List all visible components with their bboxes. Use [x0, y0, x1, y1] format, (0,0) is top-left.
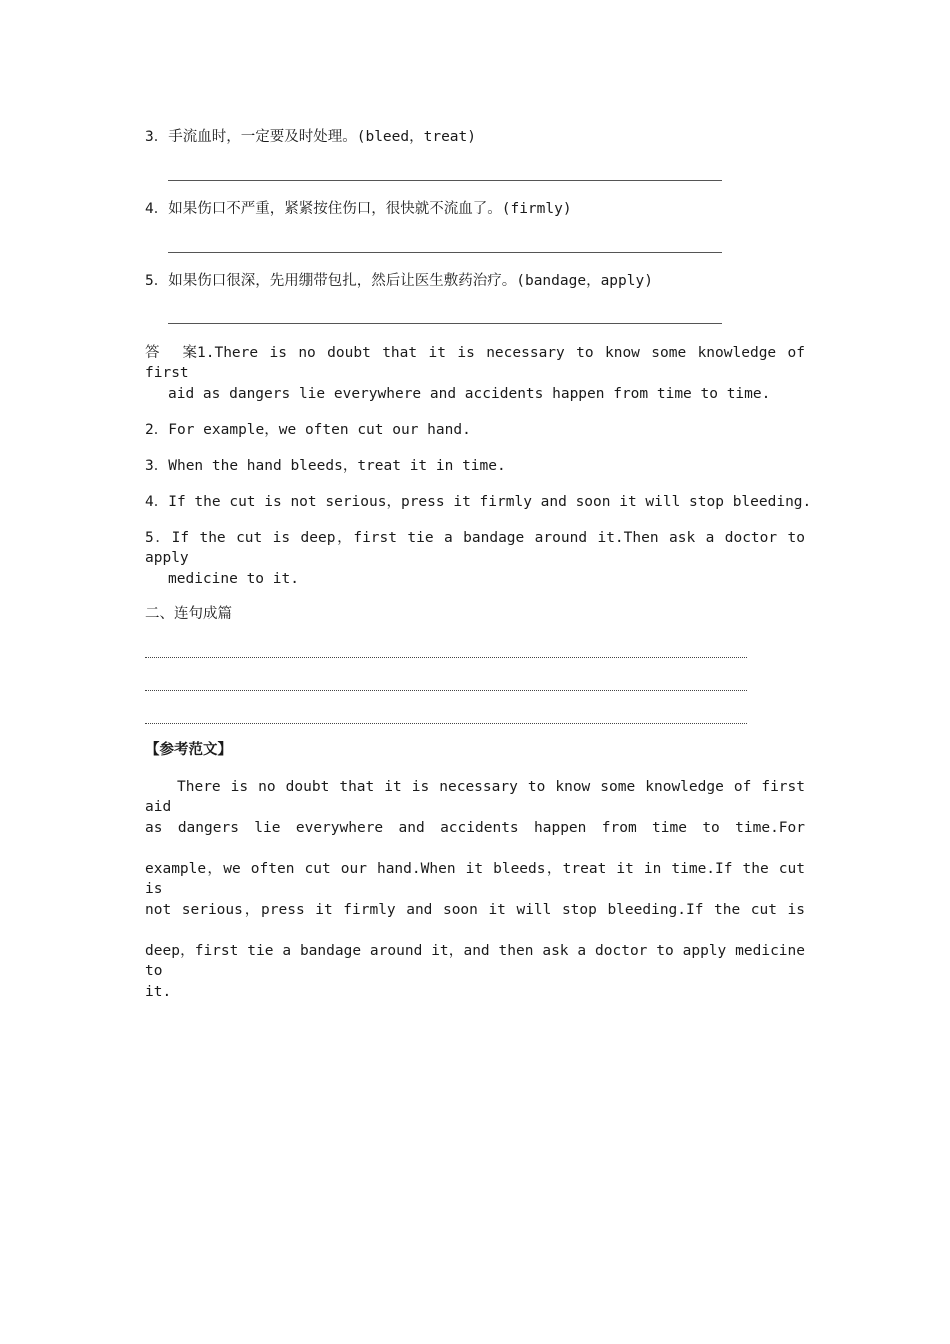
- answer-blank-5[interactable]: [168, 323, 722, 324]
- sample-line-5: deep，first tie a bandage around it，and then ask a doctor to apply medicine to: [145, 943, 805, 979]
- sample-line-2: as dangers lie everywhere and accidents happen from time to time.For: [145, 820, 805, 836]
- answer-blank-3[interactable]: [168, 180, 722, 181]
- answer-1-line-2: aid as dangers lie everywhere and accidents happen from time to time.: [168, 386, 771, 402]
- question-5: 5．如果伤口很深，先用绷带包扎，然后让医生敷药治疗。(bandage，apply): [145, 273, 653, 289]
- answer-2: 2．For example，we often cut our hand.: [145, 422, 471, 438]
- answer-1-line-1: 答案1.There is no doubt that it is necessary to know some knowledge of first: [145, 345, 805, 381]
- answer-5-line-1: 5．If the cut is deep，first tie a bandage around it.Then ask a doctor to apply: [145, 530, 805, 566]
- writing-line-3[interactable]: [145, 723, 747, 724]
- answer-3: 3．When the hand bleeds，treat it in time.: [145, 458, 506, 474]
- question-4: 4．如果伤口不严重，紧紧按住伤口，很快就不流血了。(firmly): [145, 201, 572, 217]
- sample-heading: 【参考范文】: [145, 742, 232, 758]
- answer-4: 4．If the cut is not serious，press it firmly and soon it will stop bleeding.: [145, 494, 812, 510]
- sample-line-6: it.: [145, 984, 172, 1000]
- section-heading: 二、连句成篇: [145, 606, 232, 622]
- sample-line-3: example，we often cut our hand.When it bleeds，treat it in time.If the cut is: [145, 861, 805, 897]
- writing-line-2[interactable]: [145, 690, 747, 691]
- answer-blank-4[interactable]: [168, 252, 722, 253]
- answer-label: 答案: [145, 345, 197, 361]
- question-3: 3．手流血时，一定要及时处理。(bleed，treat): [145, 129, 476, 145]
- answer-5-line-2: medicine to it.: [168, 571, 299, 587]
- sample-line-1: There is no doubt that it is necessary to know some knowledge of first aid: [145, 779, 805, 815]
- sample-line-4: not serious，press it firmly and soon it will stop bleeding.If the cut is: [145, 902, 805, 918]
- writing-line-1[interactable]: [145, 657, 747, 658]
